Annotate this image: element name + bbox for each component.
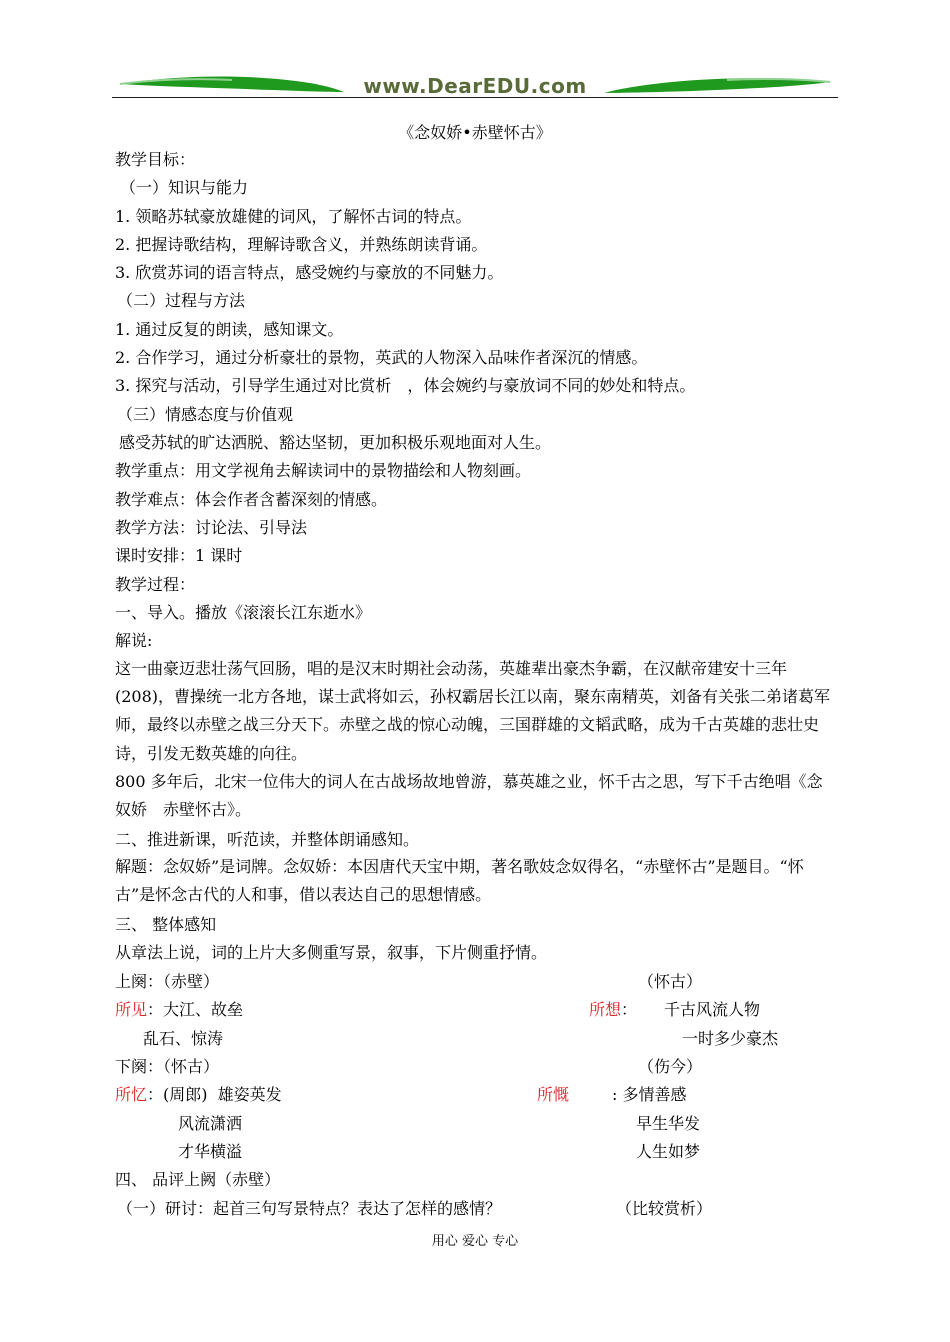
seen-value-2: 乱石、惊涛 (143, 1029, 224, 1048)
process-item-2: 2. 合作学习，通过分析豪壮的景物，英武的人物深入品味作者深沉的情感。 (115, 348, 648, 367)
knowledge-item-1: 1. 领略苏轼豪放雄健的词风，了解怀古词的特点。 (115, 207, 472, 226)
thought-value: 千古风流人物 (664, 1000, 761, 1019)
lower-stanza-label: 下阕：（怀古） (115, 1057, 220, 1076)
recall-value: ：(周郎) 雄姿英发 (147, 1085, 282, 1104)
process-item-3: 3. 探究与活动，引导学生通过对比赏析 ，体会婉约与豪放词不同的妙处和特点。 (115, 376, 696, 395)
document-title: 《念奴娇•赤壁怀古》 (398, 123, 552, 142)
attitude-text: 感受苏轼的旷达洒脱、豁达坚韧，更加积极乐观地面对人生。 (119, 433, 552, 452)
thought-value-2: 一时多少豪杰 (682, 1029, 779, 1048)
teaching-method: 教学方法：讨论法、引导法 (115, 518, 308, 537)
title-explain-paragraph: 解题：念奴娇”是词牌。念奴娇：本因唐代天宝中期，著名歌妓念奴得名，“赤壁怀古”是题目。“怀古”是怀念古代的人和事，借以表达自己的思想情感。 (115, 857, 804, 905)
lower-stanza-theme: （伤今） (638, 1057, 703, 1076)
objectives-heading: 教学目标： (115, 150, 196, 169)
step-intro: 一、导入。播放《滚滚长江东逝水》 (115, 603, 372, 622)
step-appreciate: 四、 品评上阙（赤壁） (115, 1170, 281, 1189)
process-item-1: 1. 通过反复的朗读，感知课文。 (115, 320, 344, 339)
difficulty: 教学难点：体会作者含蓄深刻的情感。 (115, 490, 388, 509)
recall-row (115, 1084, 282, 1106)
sigh-value: : 多情善感 (612, 1085, 687, 1104)
sigh-value-3: 人生如梦 (636, 1142, 701, 1161)
thought-row (589, 999, 637, 1021)
knowledge-item-2: 2. 把握诗歌结构，理解诗歌含义，并熟练朗读背诵。 (115, 235, 488, 254)
page-header (112, 66, 838, 102)
process-heading: 教学过程： (115, 575, 196, 594)
section-knowledge-title: （一）知识与能力 (120, 178, 249, 197)
history-paragraph: 800 多年后，北宋一位伟大的词人在古战场故地曾游，慕英雄之业，怀千古之思，写下千古绝唱《念奴娇 赤壁怀古》。 (115, 772, 823, 820)
explain-label: 解说: (115, 631, 153, 650)
page-footer: 用心 爱心 专心 (431, 1234, 519, 1249)
knowledge-item-3: 3. 欣赏苏词的语言特点，感受婉约与豪放的不同魅力。 (115, 263, 504, 282)
recall-value-2: 风流潇洒 (178, 1114, 243, 1133)
header-rule (112, 97, 838, 98)
sigh-value-2: 早生华发 (636, 1114, 701, 1133)
structure-text: 从章法上说，词的上片大多侧重写景，叙事，下片侧重抒情。 (115, 943, 548, 962)
thought-colon: ： (621, 1000, 638, 1019)
recall-label: 所忆 (115, 1085, 148, 1104)
thought-label: 所想 (589, 1000, 622, 1019)
seen-value: ：大江、故垒 (147, 1000, 244, 1019)
step-overall: 三、 整体感知 (115, 915, 217, 934)
seen-label: 所见 (115, 1000, 148, 1019)
key-point: 教学重点：用文学视角去解读词中的景物描绘和人物刻画。 (115, 461, 532, 480)
site-logo: www.DearEDU.com (363, 74, 587, 98)
schedule: 课时安排：1 课时 (115, 546, 243, 565)
recall-value-3: 才华横溢 (178, 1142, 243, 1161)
explain-paragraph: 这一曲豪迈悲壮荡气回肠，唱的是汉末时期社会动荡，英雄辈出豪杰争霸，在汉献帝建安十三年(208)，曹操统一北方各地，谋士武将如云，孙权霸居长江以南，聚东南精英，刘备有关张二弟诸葛军师，最终以赤壁之战三分天下。赤壁之战的惊心动魄，三国群雄的文韬武略，成为千古英雄的悲壮史诗，引发无数英雄的向往。 (115, 659, 831, 763)
discussion-note: （比较赏析） (616, 1199, 713, 1218)
upper-stanza-label: 上阕：（赤壁） (115, 972, 220, 991)
step-new-lesson: 二、推进新课，听范读，并整体朗诵感知。 (115, 830, 420, 849)
discussion-question: （一）研讨：起首三句写景特点？表达了怎样的感情？ (117, 1199, 502, 1218)
sigh-label: 所慨 (537, 1085, 570, 1104)
section-process-title: （二）过程与方法 (117, 291, 246, 310)
upper-stanza-theme: （怀古） (638, 972, 703, 991)
section-attitude-title: （三）情感态度与价值观 (117, 405, 294, 424)
seen-row (115, 999, 243, 1021)
